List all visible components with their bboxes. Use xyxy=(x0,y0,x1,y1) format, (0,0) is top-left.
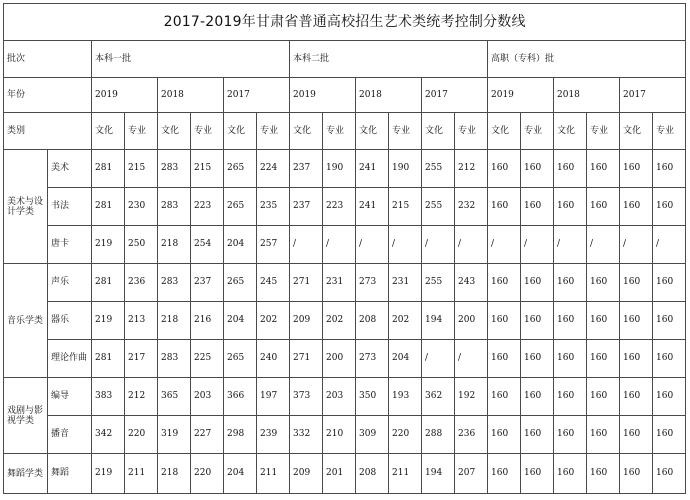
table-row xyxy=(4,264,686,302)
score-cell: 215 xyxy=(191,150,224,188)
score-cell: 224 xyxy=(257,150,290,188)
score-cell: / xyxy=(653,226,686,264)
score-cell: 213 xyxy=(125,302,158,340)
score-cell: 265 xyxy=(224,188,257,226)
score-cell: 218 xyxy=(158,226,191,264)
score-cell: 160 xyxy=(653,340,686,378)
kind-label: 类别 xyxy=(4,113,92,150)
score-cell: 192 xyxy=(455,378,488,416)
score-cell: 230 xyxy=(125,188,158,226)
score-cell: 160 xyxy=(521,416,554,454)
subject-culture: 文化 xyxy=(356,113,389,150)
subject-major: 专业 xyxy=(323,113,356,150)
score-cell: 202 xyxy=(323,302,356,340)
subject-culture: 文化 xyxy=(92,113,125,150)
subject-culture: 文化 xyxy=(620,113,653,150)
score-cell: 160 xyxy=(521,150,554,188)
score-cell: 309 xyxy=(356,416,389,454)
score-cell: / xyxy=(422,340,455,378)
score-cell: 160 xyxy=(587,454,620,494)
score-cell: 265 xyxy=(224,340,257,378)
score-cell: 197 xyxy=(257,378,290,416)
score-cell: 160 xyxy=(620,150,653,188)
score-cell: 255 xyxy=(422,150,455,188)
subject-major: 专业 xyxy=(257,113,290,150)
score-cell: 194 xyxy=(422,454,455,494)
table-row xyxy=(4,454,686,494)
score-cell: 160 xyxy=(587,340,620,378)
score-cell: 220 xyxy=(125,416,158,454)
score-cell: 236 xyxy=(455,416,488,454)
score-cell: 160 xyxy=(653,264,686,302)
score-cell: 223 xyxy=(323,188,356,226)
score-cell: 160 xyxy=(620,302,653,340)
score-cell: / xyxy=(323,226,356,264)
subject-major: 专业 xyxy=(653,113,686,150)
score-cell: 160 xyxy=(587,150,620,188)
year-cell: 2018 xyxy=(158,78,224,113)
year-cell: 2019 xyxy=(92,78,158,113)
subject-culture: 文化 xyxy=(290,113,323,150)
score-cell: 160 xyxy=(554,264,587,302)
subject-culture: 文化 xyxy=(422,113,455,150)
subject-culture: 文化 xyxy=(488,113,521,150)
score-cell: 160 xyxy=(653,416,686,454)
category-item: 播音 xyxy=(48,416,92,454)
score-cell: 210 xyxy=(323,416,356,454)
score-cell: 211 xyxy=(389,454,422,494)
score-cell: 271 xyxy=(290,340,323,378)
score-cell: 255 xyxy=(422,188,455,226)
score-cell: 160 xyxy=(521,264,554,302)
score-cell: 160 xyxy=(620,188,653,226)
score-cell: 202 xyxy=(257,302,290,340)
score-cell: 250 xyxy=(125,226,158,264)
score-cell: 200 xyxy=(323,340,356,378)
score-cell: 212 xyxy=(125,378,158,416)
score-cell: 231 xyxy=(323,264,356,302)
score-cell: 160 xyxy=(554,150,587,188)
score-cell: 200 xyxy=(455,302,488,340)
score-cell: 160 xyxy=(521,454,554,494)
category-item: 声乐 xyxy=(48,264,92,302)
page-title: 2017-2019年甘肃省普通高校招生艺术类统考控制分数线 xyxy=(4,4,686,41)
score-cell: 204 xyxy=(389,340,422,378)
score-cell: 160 xyxy=(587,416,620,454)
score-cell: 204 xyxy=(224,302,257,340)
year-row xyxy=(4,78,686,113)
score-cell: 160 xyxy=(653,378,686,416)
score-cell: 237 xyxy=(290,150,323,188)
score-cell: / xyxy=(554,226,587,264)
table-row xyxy=(4,416,686,454)
category-group: 美术与设计学类 xyxy=(4,150,48,264)
score-cell: 160 xyxy=(620,416,653,454)
score-cell: 236 xyxy=(125,264,158,302)
subject-major: 专业 xyxy=(125,113,158,150)
category-item: 器乐 xyxy=(48,302,92,340)
score-cell: / xyxy=(290,226,323,264)
category-item: 书法 xyxy=(48,188,92,226)
score-cell: 219 xyxy=(92,302,125,340)
score-cell: 160 xyxy=(488,302,521,340)
score-cell: 241 xyxy=(356,188,389,226)
batch-cell: 高职（专科）批 xyxy=(488,41,686,78)
score-cell: 281 xyxy=(92,264,125,302)
score-cell: 255 xyxy=(422,264,455,302)
score-cell: 160 xyxy=(620,454,653,494)
score-cell: / xyxy=(422,226,455,264)
score-cell: 273 xyxy=(356,340,389,378)
subject-culture: 文化 xyxy=(158,113,191,150)
score-cell: 160 xyxy=(488,150,521,188)
score-cell: 235 xyxy=(257,188,290,226)
batch-cell: 本科二批 xyxy=(290,41,488,78)
category-group: 舞蹈学类 xyxy=(4,454,48,494)
score-cell: 193 xyxy=(389,378,422,416)
score-cell: 243 xyxy=(455,264,488,302)
score-cell: 332 xyxy=(290,416,323,454)
score-cell: 245 xyxy=(257,264,290,302)
table-row xyxy=(4,302,686,340)
score-cell: 207 xyxy=(455,454,488,494)
year-cell: 2018 xyxy=(356,78,422,113)
score-cell: / xyxy=(521,226,554,264)
score-cell: 219 xyxy=(92,226,125,264)
year-cell: 2018 xyxy=(554,78,620,113)
score-cell: / xyxy=(620,226,653,264)
category-item: 理论作曲 xyxy=(48,340,92,378)
year-cell: 2017 xyxy=(620,78,686,113)
score-cell: 160 xyxy=(488,416,521,454)
score-cell: 342 xyxy=(92,416,125,454)
score-cell: 211 xyxy=(125,454,158,494)
score-cell: 160 xyxy=(554,188,587,226)
score-cell: 204 xyxy=(224,226,257,264)
score-cell: 160 xyxy=(554,302,587,340)
score-cell: 203 xyxy=(191,378,224,416)
category-item: 编导 xyxy=(48,378,92,416)
score-cell: 273 xyxy=(356,264,389,302)
score-cell: 237 xyxy=(290,188,323,226)
batch-cell: 本科一批 xyxy=(92,41,290,78)
score-cell: 254 xyxy=(191,226,224,264)
score-cell: 298 xyxy=(224,416,257,454)
category-item: 舞蹈 xyxy=(48,454,92,494)
score-cell: 283 xyxy=(158,188,191,226)
score-cell: 212 xyxy=(455,150,488,188)
year-cell: 2017 xyxy=(422,78,488,113)
score-cell: 160 xyxy=(521,302,554,340)
score-cell: 350 xyxy=(356,378,389,416)
score-cell: 160 xyxy=(521,188,554,226)
score-cell: 283 xyxy=(158,264,191,302)
score-cell: 160 xyxy=(620,264,653,302)
score-cell: 201 xyxy=(323,454,356,494)
score-cell: 160 xyxy=(620,378,653,416)
score-cell: 208 xyxy=(356,454,389,494)
score-cell: 223 xyxy=(191,188,224,226)
score-cell: 283 xyxy=(158,340,191,378)
score-cell: 231 xyxy=(389,264,422,302)
subject-major: 专业 xyxy=(455,113,488,150)
score-cell: / xyxy=(455,226,488,264)
score-cell: 160 xyxy=(620,340,653,378)
score-cell: 160 xyxy=(488,378,521,416)
score-cell: 215 xyxy=(125,150,158,188)
table-row xyxy=(4,340,686,378)
score-cell: 237 xyxy=(191,264,224,302)
score-table xyxy=(3,3,686,494)
score-cell: 362 xyxy=(422,378,455,416)
score-cell: 160 xyxy=(587,264,620,302)
score-cell: 216 xyxy=(191,302,224,340)
year-cell: 2019 xyxy=(488,78,554,113)
score-cell: 366 xyxy=(224,378,257,416)
score-cell: 190 xyxy=(323,150,356,188)
batch-label: 批次 xyxy=(4,41,92,78)
score-cell: 227 xyxy=(191,416,224,454)
score-cell: 160 xyxy=(587,378,620,416)
year-cell: 2019 xyxy=(290,78,356,113)
category-item: 美术 xyxy=(48,150,92,188)
table-row xyxy=(4,226,686,264)
subject-major: 专业 xyxy=(191,113,224,150)
score-cell: 160 xyxy=(587,188,620,226)
score-cell: 160 xyxy=(521,378,554,416)
subject-major: 专业 xyxy=(587,113,620,150)
category-item: 唐卡 xyxy=(48,226,92,264)
score-cell: 217 xyxy=(125,340,158,378)
score-cell: 281 xyxy=(92,340,125,378)
score-cell: 160 xyxy=(653,188,686,226)
score-cell: 220 xyxy=(191,454,224,494)
score-cell: 160 xyxy=(488,340,521,378)
score-cell: 194 xyxy=(422,302,455,340)
subject-major: 专业 xyxy=(389,113,422,150)
score-cell: 160 xyxy=(653,150,686,188)
year-label: 年份 xyxy=(4,78,92,113)
score-cell: 160 xyxy=(587,302,620,340)
score-cell: 218 xyxy=(158,454,191,494)
score-cell: / xyxy=(587,226,620,264)
score-cell: 281 xyxy=(92,150,125,188)
score-cell: 209 xyxy=(290,454,323,494)
subject-row xyxy=(4,113,686,150)
score-cell: 160 xyxy=(554,454,587,494)
table-row xyxy=(4,188,686,226)
score-cell: 257 xyxy=(257,226,290,264)
score-cell: 202 xyxy=(389,302,422,340)
batch-row xyxy=(4,41,686,78)
table-row xyxy=(4,378,686,416)
score-cell: 160 xyxy=(554,378,587,416)
score-cell: 160 xyxy=(521,340,554,378)
category-group: 音乐学类 xyxy=(4,264,48,378)
score-cell: 160 xyxy=(488,264,521,302)
subject-major: 专业 xyxy=(521,113,554,150)
score-cell: 160 xyxy=(488,454,521,494)
score-cell: 365 xyxy=(158,378,191,416)
score-cell: 281 xyxy=(92,188,125,226)
score-cell: 160 xyxy=(554,416,587,454)
subject-culture: 文化 xyxy=(554,113,587,150)
year-cell: 2017 xyxy=(224,78,290,113)
subject-culture: 文化 xyxy=(224,113,257,150)
score-cell: 239 xyxy=(257,416,290,454)
score-cell: 265 xyxy=(224,264,257,302)
score-cell: 240 xyxy=(257,340,290,378)
score-cell: 160 xyxy=(653,454,686,494)
score-cell: 319 xyxy=(158,416,191,454)
score-cell: / xyxy=(488,226,521,264)
score-cell: 204 xyxy=(224,454,257,494)
score-cell: 383 xyxy=(92,378,125,416)
score-cell: 160 xyxy=(653,302,686,340)
score-cell: 220 xyxy=(389,416,422,454)
score-cell: 215 xyxy=(389,188,422,226)
score-cell: 160 xyxy=(554,340,587,378)
score-cell: / xyxy=(455,340,488,378)
score-cell: 160 xyxy=(488,188,521,226)
score-cell: 232 xyxy=(455,188,488,226)
score-cell: 218 xyxy=(158,302,191,340)
score-cell: 208 xyxy=(356,302,389,340)
score-cell: / xyxy=(389,226,422,264)
score-cell: 203 xyxy=(323,378,356,416)
score-cell: 373 xyxy=(290,378,323,416)
category-group: 戏剧与影视学类 xyxy=(4,378,48,454)
score-cell: 283 xyxy=(158,150,191,188)
table-row xyxy=(4,150,686,188)
score-cell: 225 xyxy=(191,340,224,378)
score-cell: 211 xyxy=(257,454,290,494)
score-cell: / xyxy=(356,226,389,264)
score-cell: 219 xyxy=(92,454,125,494)
score-cell: 288 xyxy=(422,416,455,454)
score-cell: 271 xyxy=(290,264,323,302)
score-cell: 241 xyxy=(356,150,389,188)
score-cell: 209 xyxy=(290,302,323,340)
score-cell: 190 xyxy=(389,150,422,188)
score-cell: 265 xyxy=(224,150,257,188)
